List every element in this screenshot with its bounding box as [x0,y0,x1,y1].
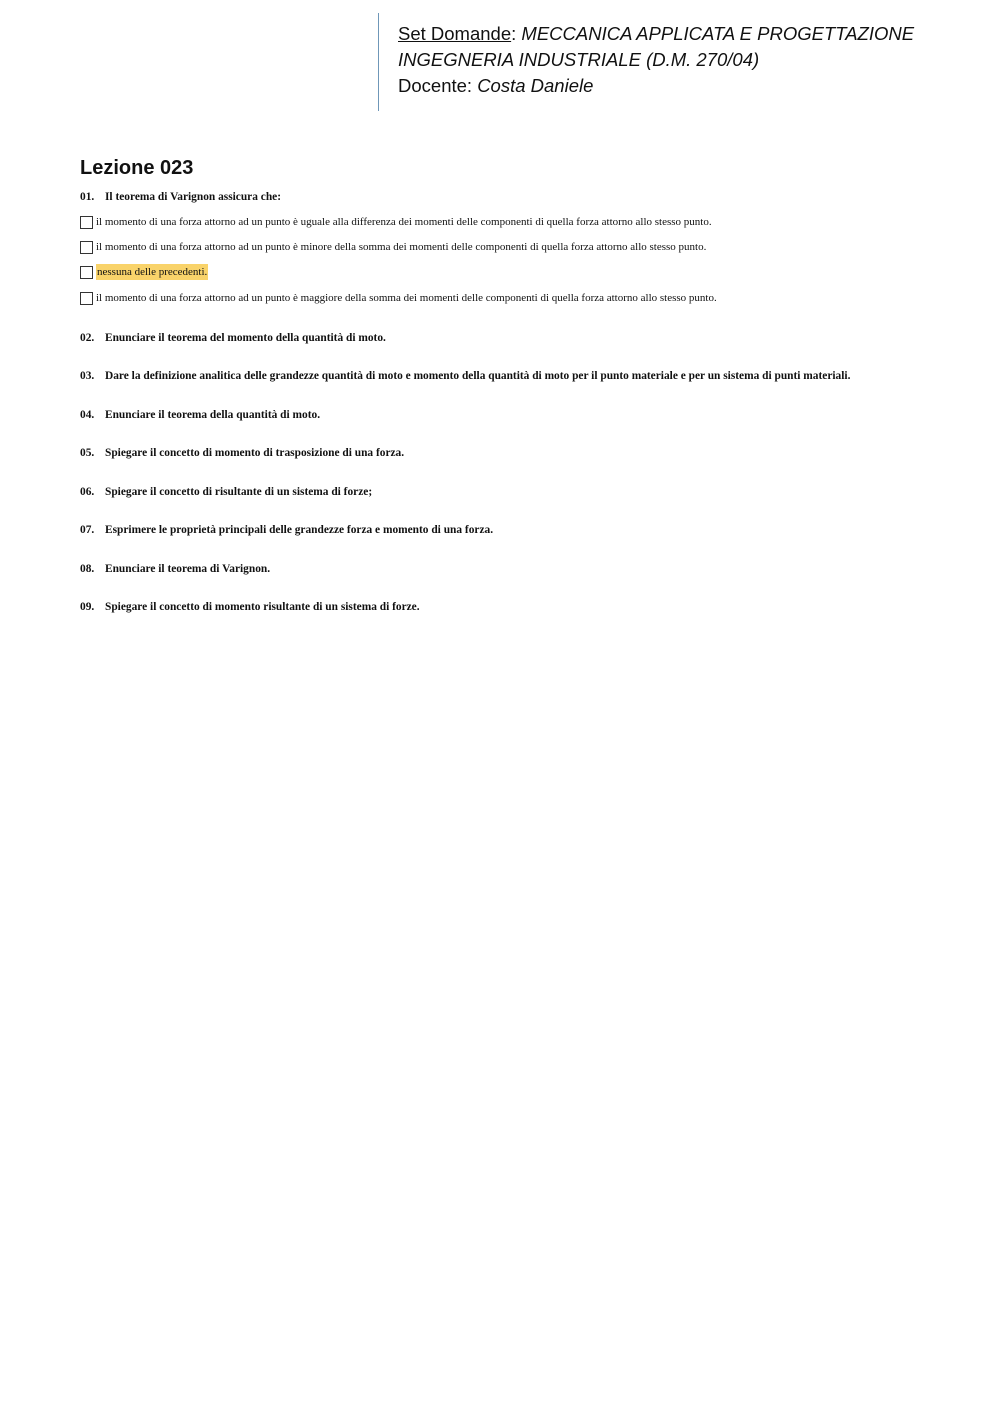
answer-option-text: il momento di una forza attorno ad un punto è minore della somma dei momenti delle componenti di quella forza attorno allo stesso punto. [96,241,707,253]
question-02 [80,330,386,346]
question-number: 03. [80,370,95,382]
question-text: Spiegare il concetto di risultante di un sistema di forze; [105,486,373,498]
question-text: Enunciare il teorema del momento della quantità di moto. [105,332,386,344]
course-title-line-2: INGEGNERIA INDUSTRIALE (D.M. 270/04) [398,49,760,70]
question-number: 04. [80,409,95,421]
question-07 [80,522,493,538]
question-number: 02. [80,332,95,344]
header-line-1 [398,21,938,47]
question-number: 09. [80,601,95,613]
header-line-3 [398,73,938,99]
question-number: 06. [80,486,95,498]
answer-option-2[interactable] [80,239,706,255]
answer-option-4[interactable] [80,290,717,306]
answer-option-1[interactable] [80,214,712,230]
course-title-line-1: MECCANICA APPLICATA E PROGETTAZIONE [521,23,915,44]
set-domande-label: Set Domande [398,23,512,44]
question-text: Il teorema di Varignon assicura che: [105,191,282,203]
question-text: Enunciare il teorema della quantità di moto. [105,409,321,421]
question-number: 08. [80,563,95,575]
question-text: Spiegare il concetto di momento di trasposizione di una forza. [105,447,405,459]
checkbox[interactable] [80,241,93,254]
answer-option-text: il momento di una forza attorno ad un punto è maggiore della somma dei momenti delle componenti di quella forza attorno allo stesso punto. [96,292,717,304]
question-05 [80,445,404,461]
question-03 [80,368,850,384]
question-08 [80,561,270,577]
question-text: Dare la definizione analitica delle grandezze quantità di moto e momento della quantità di moto per il punto materiale e per un sistema di punti materiali. [105,370,851,382]
question-text: Spiegare il concetto di momento risultante di un sistema di forze. [105,601,420,613]
question-number: 01. [80,191,95,203]
docente-label: Docente: [398,75,478,96]
checkbox[interactable] [80,216,93,229]
question-number: 07. [80,524,95,536]
lesson-title: Lezione 023 [80,157,194,179]
question-text: Enunciare il teorema di Varignon. [105,563,271,575]
answer-option-3[interactable] [80,264,208,280]
docente-name: Costa Daniele [477,75,594,96]
question-06 [80,484,372,500]
checkbox[interactable] [80,292,93,305]
header-colon: : [511,23,522,44]
document-header [378,13,938,111]
answer-option-text-highlighted: nessuna delle precedenti. [97,266,208,278]
question-number: 05. [80,447,95,459]
question-01 [80,189,281,205]
question-09 [80,599,420,615]
answer-option-text: il momento di una forza attorno ad un punto è uguale alla differenza dei momenti delle componenti di quella forza attorno allo stesso punto. [96,216,712,228]
question-text: Esprimere le proprietà principali delle grandezze forza e momento di una forza. [105,524,494,536]
checkbox[interactable] [80,266,93,279]
question-04 [80,407,320,423]
